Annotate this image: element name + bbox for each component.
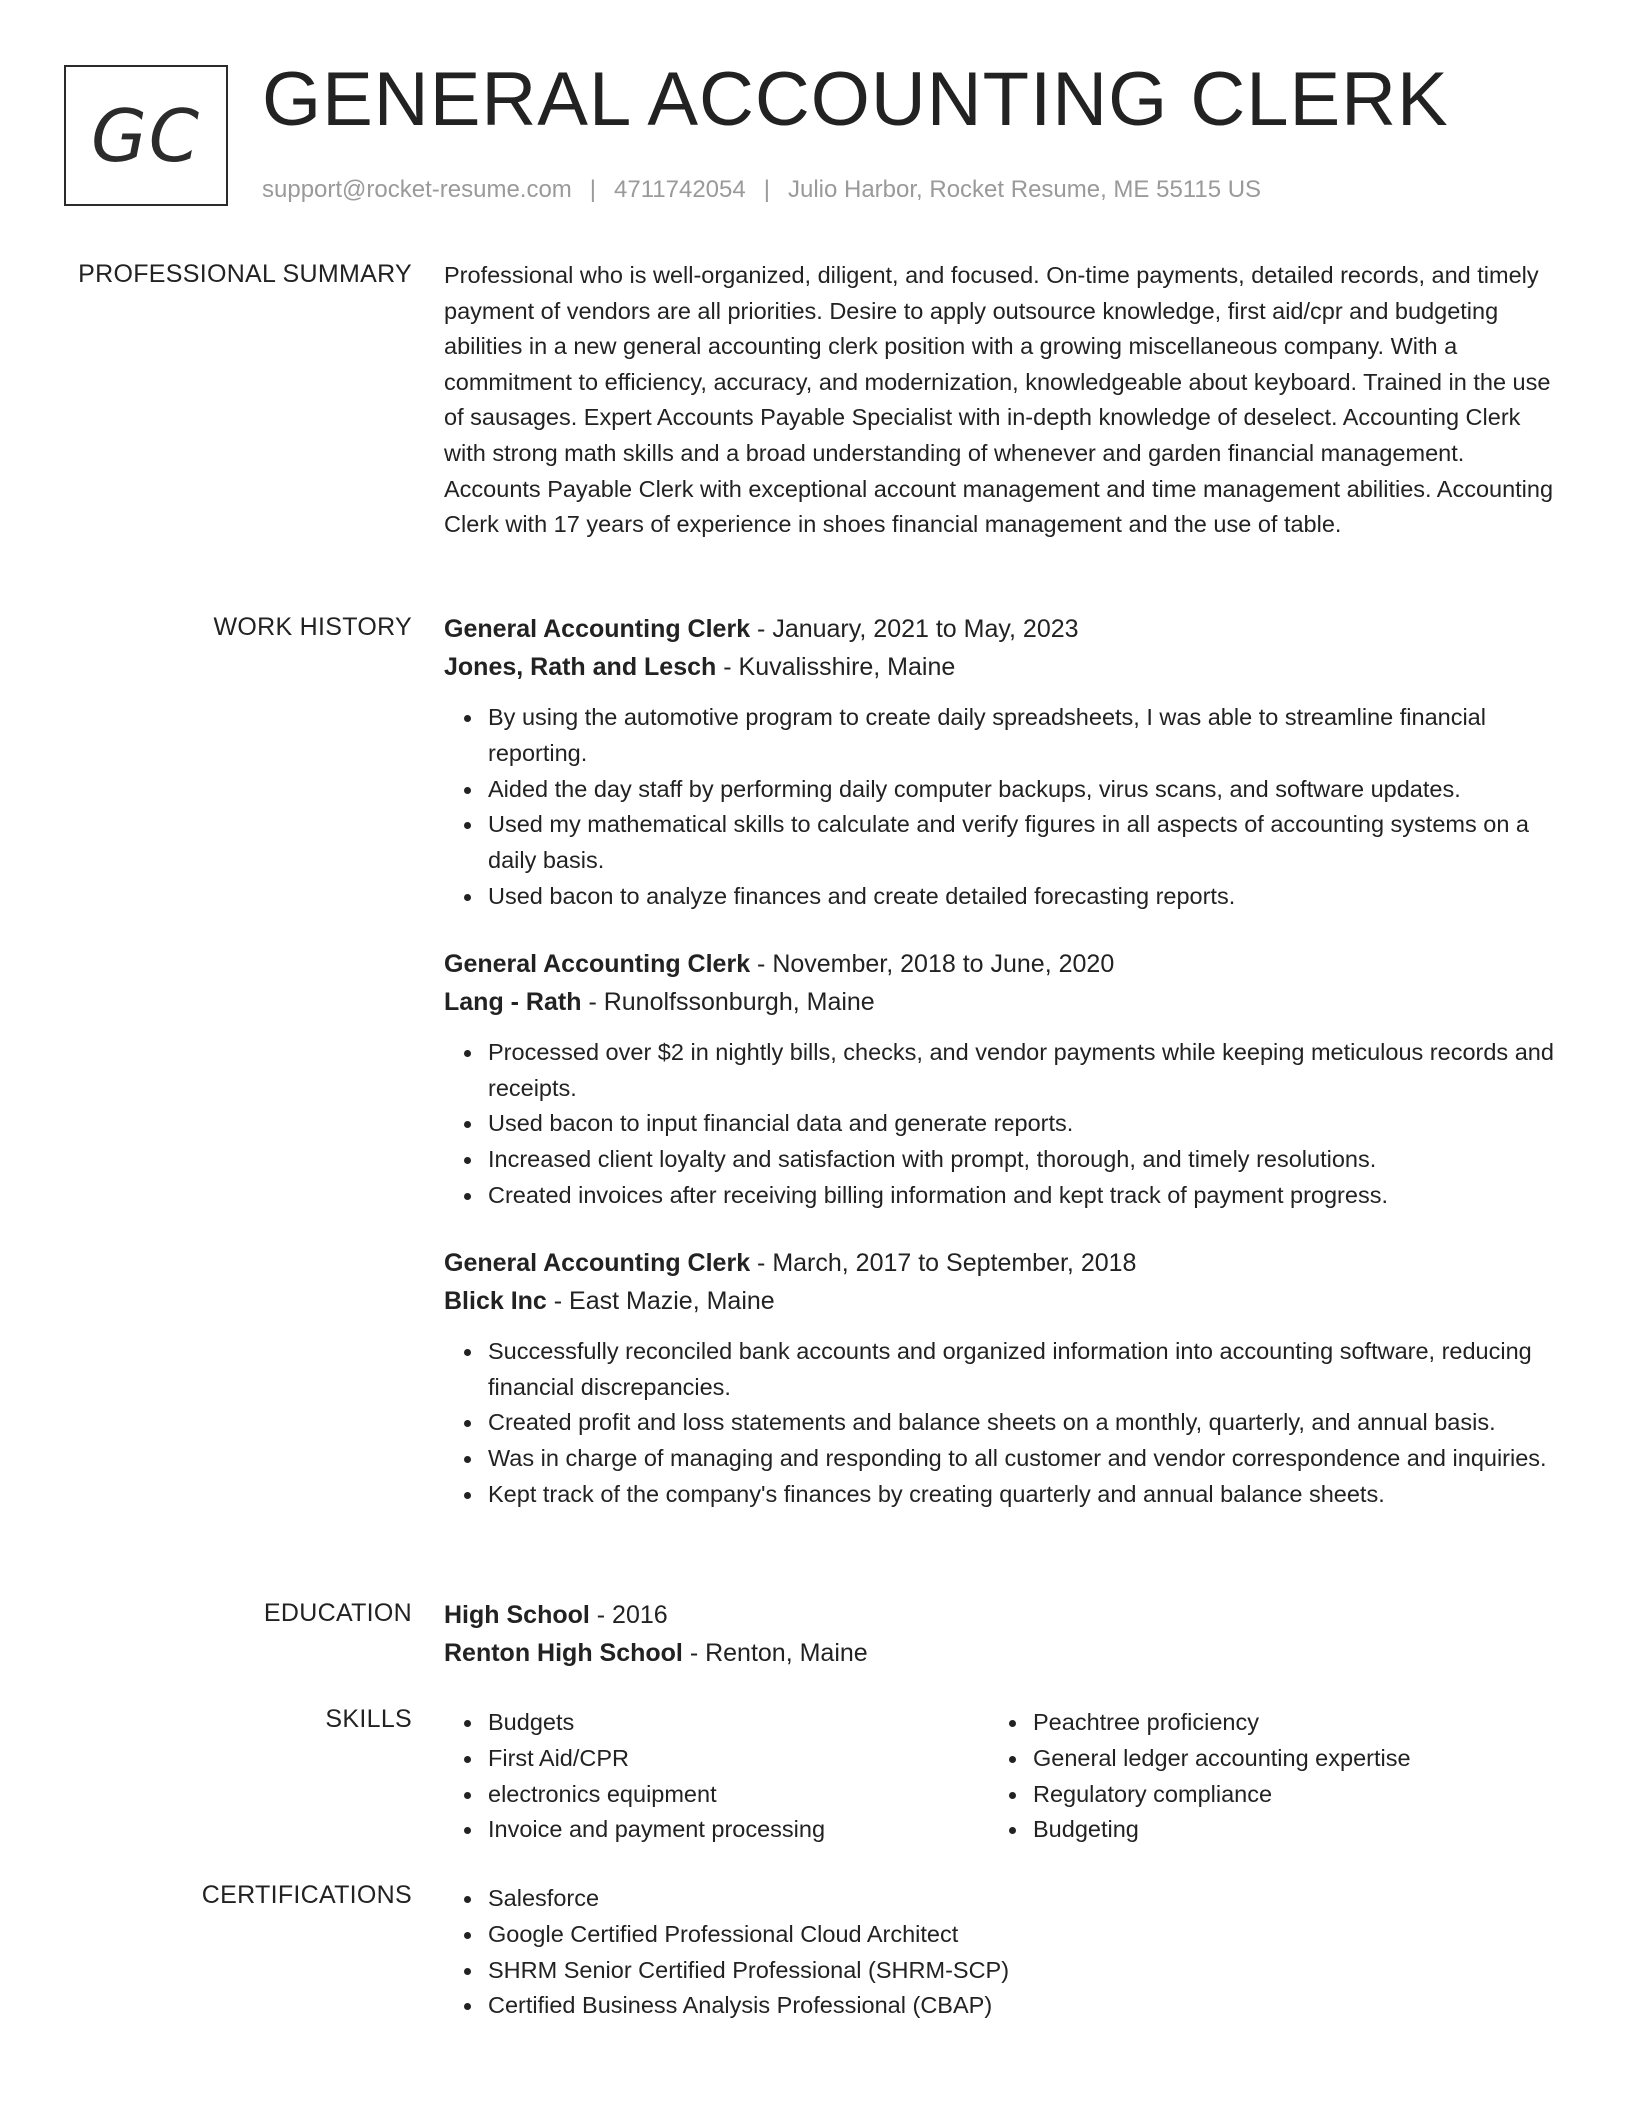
dash: - bbox=[750, 615, 773, 643]
job-location: East Mazie, Maine bbox=[569, 1286, 775, 1315]
education-degree-line bbox=[444, 1596, 1559, 1634]
job-title: General Accounting Clerk bbox=[444, 1248, 751, 1277]
job-bullet: Processed over $2 in nightly bills, checks, and vendor payments while keeping meticulous records and receipts. bbox=[488, 1035, 1559, 1107]
contact-email: support@rocket-resume.com bbox=[262, 176, 572, 203]
contact-address: Julio Harbor, Rocket Resume, ME 55115 US bbox=[787, 176, 1262, 203]
certifications-list bbox=[444, 1881, 1559, 2024]
monogram-logo: GC bbox=[64, 65, 228, 206]
skills-body bbox=[444, 1705, 1559, 1848]
work-history-body bbox=[444, 610, 1559, 1513]
job-bullet: Used bacon to input financial data and generate reports. bbox=[488, 1106, 1559, 1142]
dash: - bbox=[589, 1601, 613, 1629]
job-company-line bbox=[444, 1282, 1559, 1320]
certification-item: Salesforce bbox=[488, 1881, 1559, 1917]
job-bullets bbox=[444, 1334, 1559, 1513]
skill-item: General ledger accounting expertise bbox=[1033, 1741, 1534, 1777]
job-location: Runolfssonburgh, Maine bbox=[603, 987, 875, 1016]
certifications-body bbox=[444, 1881, 1559, 2024]
job-entry bbox=[444, 1244, 1559, 1513]
job-bullet: Used my mathematical skills to calculate and verify figures in all aspects of accounting systems on a daily basis. bbox=[488, 807, 1559, 879]
skill-item: Invoice and payment processing bbox=[488, 1812, 989, 1848]
job-heading bbox=[444, 610, 1559, 648]
dash: - bbox=[581, 987, 604, 1016]
job-company-line bbox=[444, 983, 1559, 1021]
education-degree: High School bbox=[444, 1601, 590, 1629]
certifications-heading: CERTIFICATIONS bbox=[201, 1881, 412, 1909]
dash: - bbox=[750, 949, 773, 978]
contact-separator: | bbox=[763, 176, 770, 203]
skills-heading: SKILLS bbox=[325, 1705, 412, 1733]
job-bullet: Was in charge of managing and responding to all customer and vendor correspondence and inquiries. bbox=[488, 1441, 1559, 1477]
job-bullets bbox=[444, 700, 1559, 915]
summary-body bbox=[444, 258, 1559, 543]
education-school: Renton High School bbox=[444, 1639, 683, 1667]
skill-item: Peachtree proficiency bbox=[1033, 1705, 1534, 1741]
summary-text: Professional who is well-organized, diligent, and focused. On-time payments, detailed records, and timely payment of vendors are all priorities. Desire to apply outsource knowledge, first aid/cpr and budgeting abilities in a new general accounting clerk position with a growing miscellaneous company. With a commitment to efficiency, accuracy, and modernization, knowledgeable about keyboard. Trained in the use of sausages. Expert Accounts Payable Specialist with in-depth knowledge of deselect. Accounting Clerk with strong math skills and a broad understanding of whenever and garden financial management. Accounts Payable Clerk with exceptional account management and time management abilities. Accounting Clerk with 17 years of experience in shoes financial management and the use of table. bbox=[444, 262, 1554, 538]
education-location: Renton, Maine bbox=[705, 1639, 868, 1667]
job-dates: January, 2021 to May, 2023 bbox=[772, 615, 1079, 643]
skill-item: Budgeting bbox=[1033, 1812, 1534, 1848]
job-bullet: Kept track of the company's finances by creating quarterly and annual balance sheets. bbox=[488, 1477, 1559, 1513]
dash: - bbox=[750, 1248, 773, 1277]
job-heading bbox=[444, 1244, 1559, 1282]
dash: - bbox=[716, 653, 739, 681]
contact-phone: 4711742054 bbox=[614, 176, 746, 203]
job-bullet: Used bacon to analyze finances and create detailed forecasting reports. bbox=[488, 879, 1559, 915]
resume-title: GENERAL ACCOUNTING CLERK bbox=[262, 57, 1449, 142]
contact-line bbox=[262, 176, 1261, 204]
job-title: General Accounting Clerk bbox=[444, 949, 751, 978]
skills-list-left bbox=[444, 1705, 989, 1848]
skill-item: electronics equipment bbox=[488, 1777, 989, 1813]
job-dates: March, 2017 to September, 2018 bbox=[772, 1248, 1137, 1277]
certification-item: Certified Business Analysis Professional (CBAP) bbox=[488, 1988, 1559, 2024]
education-school-line bbox=[444, 1634, 1559, 1672]
job-bullet: Successfully reconciled bank accounts and organized information into accounting software, reducing financial discrepancies. bbox=[488, 1334, 1559, 1406]
skill-item: Regulatory compliance bbox=[1033, 1777, 1534, 1813]
job-entry bbox=[444, 945, 1559, 1214]
job-location: Kuvalisshire, Maine bbox=[738, 653, 956, 681]
certification-item: Google Certified Professional Cloud Architect bbox=[488, 1917, 1559, 1953]
job-heading bbox=[444, 945, 1559, 983]
skills-grid bbox=[444, 1705, 1559, 1848]
job-bullet: By using the automotive program to create daily spreadsheets, I was able to streamline financial reporting. bbox=[488, 700, 1559, 772]
education-heading: EDUCATION bbox=[263, 1599, 412, 1627]
job-dates: November, 2018 to June, 2020 bbox=[772, 949, 1115, 978]
certification-item: SHRM Senior Certified Professional (SHRM-SCP) bbox=[488, 1953, 1559, 1989]
skills-list-right bbox=[989, 1705, 1534, 1848]
job-bullets bbox=[444, 1035, 1559, 1214]
contact-separator: | bbox=[589, 176, 597, 203]
job-bullet: Created invoices after receiving billing information and kept track of payment progress. bbox=[488, 1178, 1559, 1214]
job-title: General Accounting Clerk bbox=[444, 615, 751, 643]
job-bullet: Aided the day staff by performing daily computer backups, virus scans, and software updates. bbox=[488, 772, 1559, 808]
education-year: 2016 bbox=[612, 1601, 668, 1629]
education-body bbox=[444, 1596, 1559, 1672]
job-company: Blick Inc bbox=[444, 1286, 547, 1315]
skill-item: Budgets bbox=[488, 1705, 989, 1741]
job-entry bbox=[444, 610, 1559, 915]
job-company: Lang - Rath bbox=[444, 987, 582, 1016]
job-company-line bbox=[444, 648, 1559, 686]
summary-heading: PROFESSIONAL SUMMARY bbox=[78, 260, 412, 288]
job-bullet: Increased client loyalty and satisfaction with prompt, thorough, and timely resolutions. bbox=[488, 1142, 1559, 1178]
dash: - bbox=[546, 1286, 570, 1315]
dash: - bbox=[682, 1639, 706, 1667]
job-company: Jones, Rath and Lesch bbox=[444, 653, 717, 681]
work-history-heading: WORK HISTORY bbox=[213, 613, 412, 641]
job-bullet: Created profit and loss statements and balance sheets on a monthly, quarterly, and annual basis. bbox=[488, 1405, 1559, 1441]
skill-item: First Aid/CPR bbox=[488, 1741, 989, 1777]
